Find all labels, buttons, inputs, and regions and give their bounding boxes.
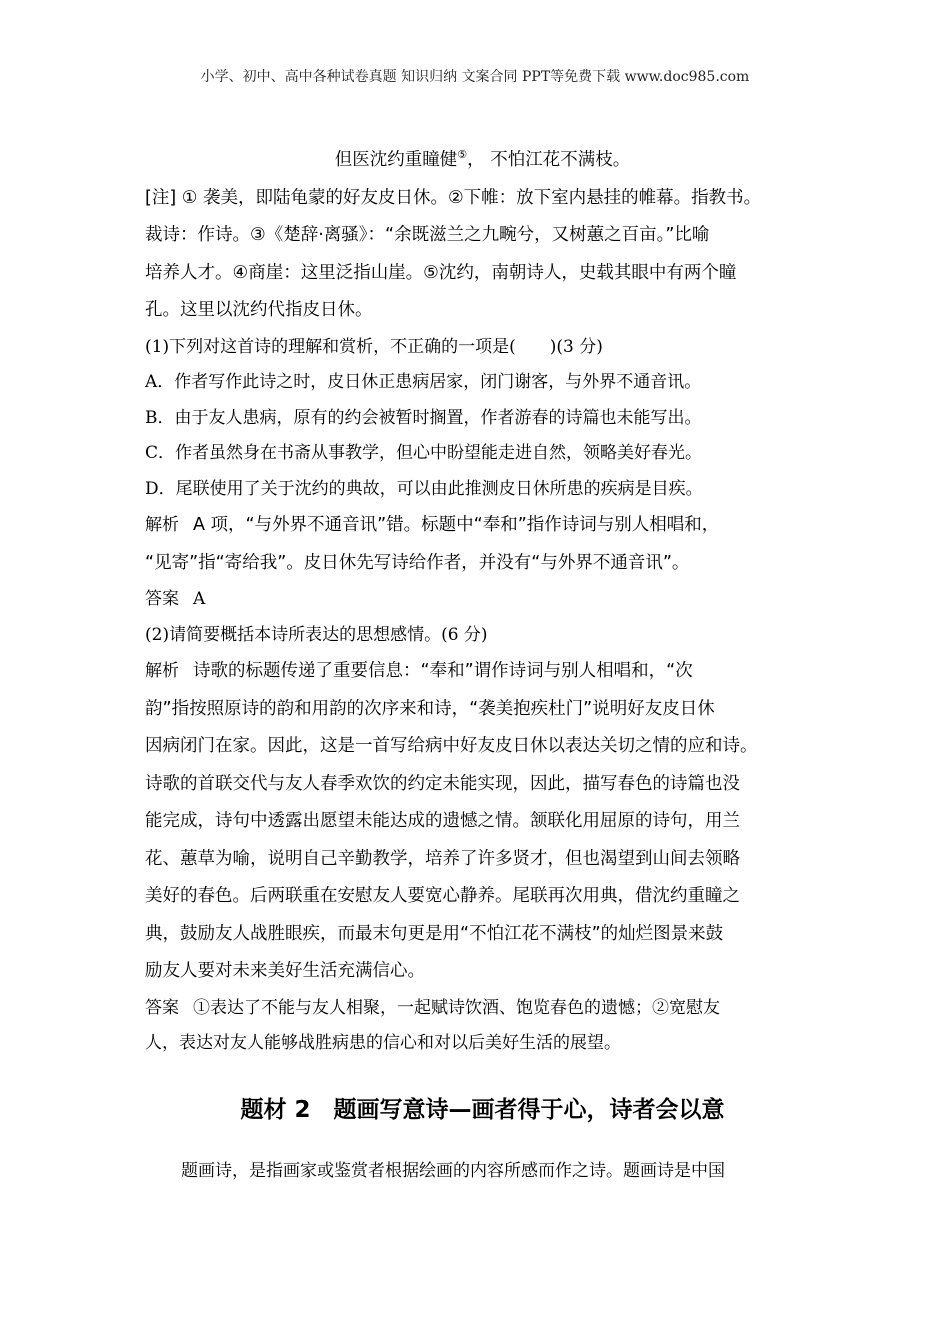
analysis-line: 励友人要对未来美好生活充满信心。 [145,961,425,981]
answer-line [145,582,820,618]
option-b: B．由于友人患病，原有的约会被暂时搁置，作者游春的诗篇也未能写出。 [145,407,702,428]
answer-label: 答案 [145,997,179,1018]
analysis-line: 韵”指按照原诗的韵和用韵的次序来和诗，“袭美抱疾杜门”说明好友皮日休 [145,698,715,719]
analysis-line: 解析 诗歌的标题传递了重要信息：“奉和”谓作诗词与别人相唱和，“次 [145,661,693,681]
answer-line: 答案 ①表达了不能与友人相聚，一起赋诗饮酒、饱览春色的遗憾；②宽慰友 [145,997,720,1018]
analysis-line: 美好的春色。后两联重在安慰友人要宽心静养。尾联再次用典，借沈约重瞳之 [145,886,740,906]
question-1 [145,330,820,618]
analysis-line: 典，鼓励友人战胜眼疾，而最末句更是用“不怕江花不满枝”的灿烂图景来鼓 [145,923,724,944]
answer-label: 答案 [145,589,179,609]
question-text: (2)请简要概括本诗所表达的思想感情。(6 分) [145,624,488,645]
section-intro: 题画诗，是指画家或鉴赏者根据绘画的内容所感而作之诗。题画诗是中国 [181,1160,725,1181]
section-title: 题材 2 题画写意诗—画者得于心，诗者会以意 [240,1096,725,1123]
question-2 [145,618,820,1062]
document-body [145,142,820,1189]
note-line: 孔。这里以沈约代指皮日休。 [145,300,373,320]
note-line: [注] ① 袭美，即陆龟蒙的好友皮日休。②下帷：放下室内悬挂的帷幕。指教书。 [145,187,762,208]
analysis-line: 能完成，诗句中透露出愿望未能达成的遗憾之情。颔联化用屈原的诗句，用兰 [145,811,740,831]
analysis-line: 诗歌的首联交代与友人春季欢饮的约定未能实现，因此，描写春色的诗篇也没 [145,773,740,794]
note-line: 裁诗：作诗。③《楚辞·离骚》：“余既滋兰之九畹兮，又树蕙之百亩。”比喻 [145,225,710,245]
analysis-label: 解析 [145,515,179,535]
answer-value: A [193,589,206,609]
notes-block [145,180,820,330]
footnote-marker: ⑤ [457,148,468,162]
analysis-line: 花、蕙草为喻，说明自己辛勤教学，培养了许多贤才，但也渴望到山间去领略 [145,848,740,869]
question-text: (1)下列对这首诗的理解和赏析，不正确的一项是( )(3 分) [145,336,603,357]
page-header: 小学、初中、高中各种试卷真题 知识归纳 文案合同 PPT等免费下载 www.doc985.com [200,69,750,85]
analysis-line: 因病闭门在家。因此，这是一首写给病中好友皮日休以表达关切之情的应和诗。 [145,736,758,756]
analysis-label: 解析 [145,661,179,681]
answer-line: 人，表达对友人能够战胜病患的信心和对以后美好生活的展望。 [145,1033,621,1053]
poem-line: 但医沈约重瞳健⑤， 不怕江花不满枝。 [334,148,631,170]
option-c: C．作者虽然身在书斋从事教学，但心中盼望能走进自然，领略美好春光。 [145,443,703,463]
analysis-line: 解析 A 项，“与外界不通音讯”错。标题中“奉和”指作诗词与别人相唱和， [145,515,720,535]
analysis-line: “见寄”指“寄给我”。皮日休先写诗给作者，并没有“与外界不通音讯”。 [145,552,690,573]
note-line: 培养人才。④商崖：这里泛指山崖。⑤沈约，南朝诗人，史载其眼中有两个瞳 [145,262,737,283]
option-d: D．尾联使用了关于沈约的典故，可以由此推测皮日休所患的疾病是目疾。 [145,478,703,499]
option-a: A．作者写作此诗之时，皮日休正患病居家，闭门谢客，与外界不通音讯。 [145,372,702,392]
